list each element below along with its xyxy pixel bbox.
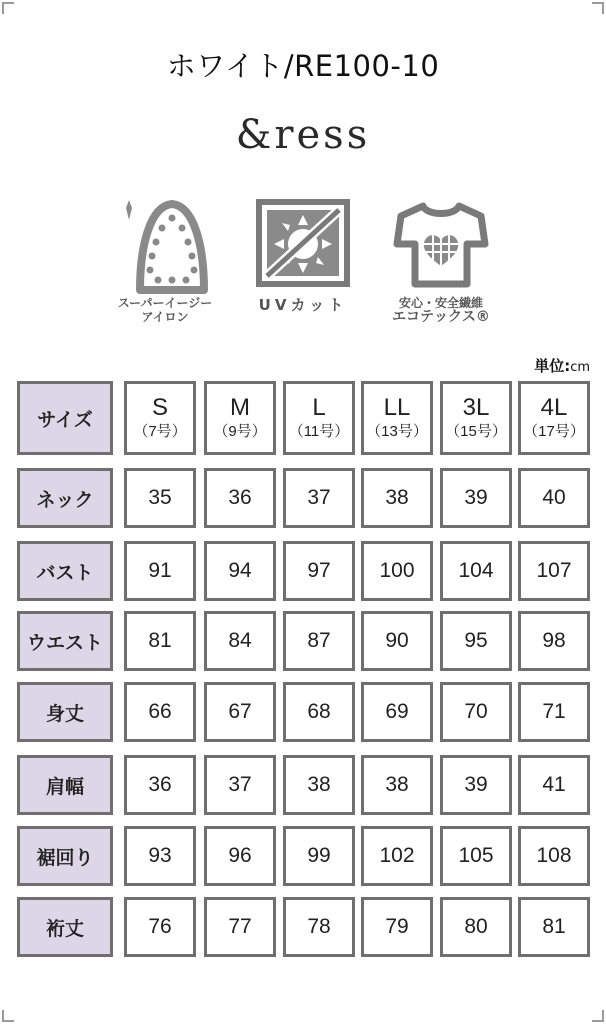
table-cell [361,897,433,957]
table-cell [518,755,590,815]
size-number: （17号） [523,423,585,440]
cell-value: 38 [307,773,331,796]
feature-label: 安心・安全繊維 [398,296,483,310]
table-cell [283,468,355,528]
size-code: L [312,394,326,421]
table-cell [283,611,355,671]
row-header [17,826,113,886]
table-cell [440,682,512,742]
cell-value: 80 [464,915,488,938]
cell-value: 93 [148,844,172,867]
feature-uv-cut [238,198,368,312]
table-cell [440,541,512,601]
size-column-header [124,381,196,455]
cell-value: 108 [536,844,572,867]
cell-value: 38 [385,773,409,796]
size-column-header [283,381,355,455]
table-cell [361,468,433,528]
table-cell [124,755,196,815]
feature-label: スーパーイージー [117,296,213,310]
table-cell [283,682,355,742]
row-header [17,541,113,601]
unit-suffix: cm [570,360,590,375]
cell-value: 78 [307,915,331,938]
cell-value: 87 [307,629,331,652]
size-number: （13号） [366,423,428,440]
table-cell [204,826,276,886]
table-cell [204,755,276,815]
cell-value: 36 [228,486,252,509]
size-column-header [440,381,512,455]
table-cell [124,826,196,886]
unit-note [534,355,590,376]
corner-mark [592,2,604,14]
row-label: 身丈 [45,703,84,725]
corner-mark [2,2,14,14]
cell-value: 35 [148,486,172,509]
table-cell [518,897,590,957]
table-cell [361,682,433,742]
table-cell [440,897,512,957]
table-cell [204,541,276,601]
table-cell [440,755,512,815]
table-cell [124,468,196,528]
size-code: S [151,394,168,421]
corner-mark [2,1010,14,1022]
feature-label: エコテックス® [392,309,490,325]
table-cell [518,682,590,742]
brand-logo: &ress [235,112,371,158]
uv-cut-icon [255,198,351,288]
table-cell [518,611,590,671]
cell-value: 76 [148,915,172,938]
cell-value: 70 [464,700,488,723]
size-number: （15号） [445,423,507,440]
cell-value: 77 [228,915,252,938]
table-cell [518,468,590,528]
table-cell [361,755,433,815]
cell-value: 84 [228,629,252,652]
cell-value: 91 [148,559,172,582]
row-label: ネック [36,489,94,511]
cell-value: 37 [228,773,252,796]
size-number: （7号） [133,423,187,440]
size-code: LL [383,394,411,421]
feature-eco-textile [376,200,506,324]
cell-value: 39 [464,486,488,509]
size-header-label: サイズ [37,409,93,431]
table-cell [361,611,433,671]
cell-value: 100 [379,559,415,582]
table-cell [204,468,276,528]
cell-value: 66 [148,700,172,723]
row-label: バスト [36,562,94,584]
table-cell [361,541,433,601]
feature-label: UVカット [258,296,348,314]
table-cell [204,682,276,742]
table-cell [124,611,196,671]
eco-shirt-icon [393,200,489,290]
cell-value: 98 [542,629,566,652]
cell-value: 104 [458,559,494,582]
unit-label: 単位: [534,357,571,375]
table-cell [283,897,355,957]
size-column-header [361,381,433,455]
cell-value: 68 [307,700,331,723]
cell-value: 39 [464,773,488,796]
cell-value: 105 [458,844,494,867]
cell-value: 79 [385,915,409,938]
cell-value: 107 [536,559,572,582]
table-cell [518,826,590,886]
row-header [17,755,113,815]
cell-value: 71 [542,700,566,723]
cell-value: 69 [385,700,409,723]
table-cell [440,826,512,886]
cell-value: 96 [228,844,252,867]
table-cell [518,541,590,601]
table-cell [124,682,196,742]
row-label: 裄丈 [45,918,84,940]
table-cell [361,826,433,886]
size-number: （11号） [288,423,350,440]
feature-label: アイロン [141,310,189,324]
cell-value: 41 [542,773,566,796]
cell-value: 95 [464,629,488,652]
cell-value: 36 [148,773,172,796]
cell-value: 38 [385,486,409,509]
table-cell [204,897,276,957]
feature-easy-iron [100,196,230,324]
corner-mark [592,1010,604,1022]
row-header [17,611,113,671]
cell-value: 90 [385,629,409,652]
table-cell [283,541,355,601]
table-cell [283,755,355,815]
iron-icon [110,196,220,296]
table-cell [440,468,512,528]
table-cell [204,611,276,671]
row-header [17,468,113,528]
row-label: 肩幅 [45,776,84,798]
row-label: ウエスト [26,632,103,654]
size-header-cell [17,381,113,455]
cell-value: 97 [307,559,331,582]
cell-value: 99 [307,844,331,867]
size-column-header [518,381,590,455]
table-cell [124,897,196,957]
table-cell [440,611,512,671]
cell-value: 94 [228,559,252,582]
row-label: 裾回り [36,847,94,869]
size-column-header [204,381,276,455]
cell-value: 67 [228,700,252,723]
size-number: （9号） [213,423,267,440]
table-cell [283,826,355,886]
cell-value: 102 [379,844,415,867]
row-header [17,897,113,957]
size-code: M [230,394,250,421]
row-header [17,682,113,742]
cell-value: 81 [542,915,566,938]
cell-value: 37 [307,486,331,509]
size-code: 4L [540,394,568,421]
product-title: ホワイト/RE100-10 [166,49,440,83]
table-cell [124,541,196,601]
size-code: 3L [462,394,490,421]
cell-value: 40 [542,486,566,509]
cell-value: 81 [148,629,172,652]
